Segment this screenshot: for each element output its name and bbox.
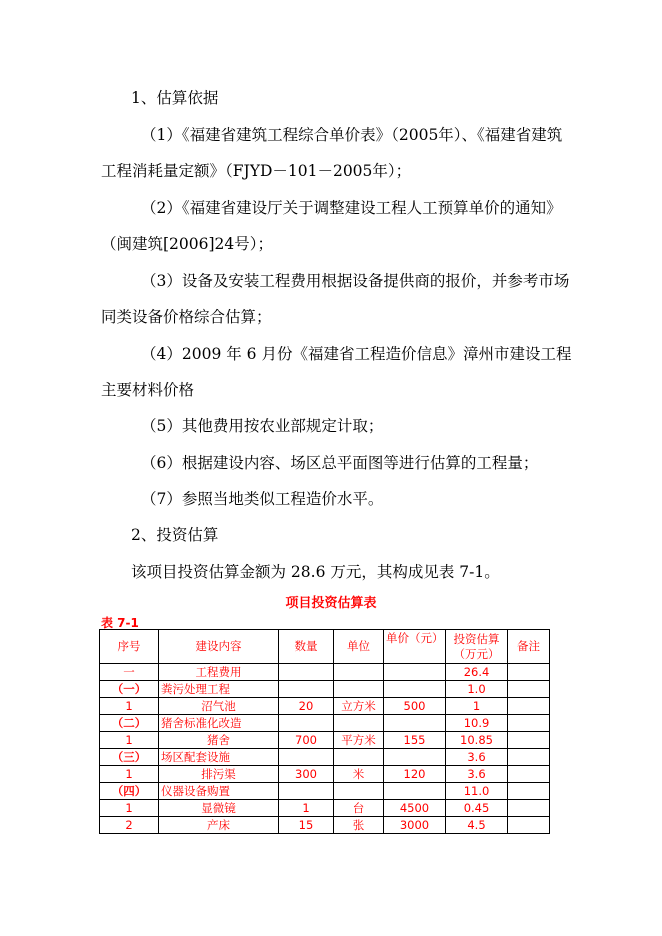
basis-item-6: （6）根据建设内容、场区总平面图等进行估算的工程量； bbox=[141, 454, 539, 472]
cell-no: 1 bbox=[100, 766, 159, 783]
cell-content: 猪舍 bbox=[159, 732, 279, 749]
cell-quantity bbox=[279, 681, 334, 698]
table-row bbox=[100, 817, 550, 834]
cell-total: 26.4 bbox=[446, 664, 508, 681]
cell-quantity bbox=[279, 783, 334, 800]
cell-unit bbox=[334, 749, 384, 766]
cell-price: 120 bbox=[384, 766, 446, 783]
table-row bbox=[100, 783, 550, 800]
header-investment: 投资估算（万元） bbox=[446, 630, 508, 664]
basis-item-4-line1: （4）2009 年 6 月份《福建省工程造价信息》漳州市建设工程 bbox=[141, 345, 572, 363]
cell-quantity: 1 bbox=[279, 800, 334, 817]
basis-item-2-line1: （2）《福建省建设厅关于调整建设工程人工预算单价的通知》 bbox=[141, 199, 562, 217]
table-row bbox=[100, 766, 550, 783]
cell-price bbox=[384, 664, 446, 681]
cell-content: 猪舍标准化改造 bbox=[159, 715, 279, 732]
cell-quantity: 700 bbox=[279, 732, 334, 749]
cell-content: 沼气池 bbox=[159, 698, 279, 715]
cell-unit: 平方米 bbox=[334, 732, 384, 749]
section-heading-basis: 1、估算依据 bbox=[131, 89, 219, 107]
table-row bbox=[100, 681, 550, 698]
cell-unit bbox=[334, 681, 384, 698]
cell-total: 3.6 bbox=[446, 766, 508, 783]
cell-price: 4500 bbox=[384, 800, 446, 817]
table-row bbox=[100, 749, 550, 766]
cell-note bbox=[508, 817, 550, 834]
basis-item-5: （5）其他费用按农业部规定计取； bbox=[141, 417, 384, 435]
cell-note bbox=[508, 664, 550, 681]
table-header-row bbox=[100, 630, 550, 664]
cell-note bbox=[508, 698, 550, 715]
cell-no: （二） bbox=[100, 715, 159, 732]
investment-summary: 该项目投资估算金额为 28.6 万元，其构成见表 7-1。 bbox=[131, 563, 500, 581]
basis-item-3-line2: 同类设备价格综合估算； bbox=[101, 308, 272, 326]
cell-total: 0.45 bbox=[446, 800, 508, 817]
header-unit-price: 单价（元） bbox=[384, 630, 446, 664]
cell-note bbox=[508, 800, 550, 817]
cell-unit: 台 bbox=[334, 800, 384, 817]
basis-item-4-line2: 主要材料价格 bbox=[101, 381, 195, 399]
cell-note bbox=[508, 681, 550, 698]
table-row bbox=[100, 715, 550, 732]
cell-content: 粪污处理工程 bbox=[159, 681, 279, 698]
basis-item-2-line2: （闽建筑[2006]24号）； bbox=[101, 235, 274, 253]
cell-quantity: 20 bbox=[279, 698, 334, 715]
cell-content: 工程费用 bbox=[159, 664, 279, 681]
cell-total: 10.9 bbox=[446, 715, 508, 732]
cell-quantity: 15 bbox=[279, 817, 334, 834]
cell-total: 1.0 bbox=[446, 681, 508, 698]
cell-no: （一） bbox=[100, 681, 159, 698]
table-label: 表 7-1 bbox=[101, 616, 139, 630]
cell-quantity: 300 bbox=[279, 766, 334, 783]
cell-content: 排污渠 bbox=[159, 766, 279, 783]
cell-note bbox=[508, 783, 550, 800]
cell-quantity bbox=[279, 749, 334, 766]
header-unit: 单位 bbox=[334, 630, 384, 664]
table-row bbox=[100, 800, 550, 817]
cell-unit: 立方米 bbox=[334, 698, 384, 715]
table-caption: 项目投资估算表 bbox=[285, 596, 377, 611]
cell-unit bbox=[334, 715, 384, 732]
basis-item-1-line1: （1）《福建省建筑工程综合单价表》（2005年）、《福建省建筑 bbox=[141, 126, 563, 144]
cell-total: 10.85 bbox=[446, 732, 508, 749]
cell-price: 3000 bbox=[384, 817, 446, 834]
basis-item-3-line1: （3）设备及安装工程费用根据设备提供商的报价，并参考市场 bbox=[141, 272, 570, 290]
cell-no: 1 bbox=[100, 732, 159, 749]
cell-unit: 张 bbox=[334, 817, 384, 834]
cell-no: 1 bbox=[100, 698, 159, 715]
cell-total: 1 bbox=[446, 698, 508, 715]
cell-unit: 米 bbox=[334, 766, 384, 783]
cell-price bbox=[384, 783, 446, 800]
cell-unit bbox=[334, 783, 384, 800]
cell-total: 11.0 bbox=[446, 783, 508, 800]
table-row bbox=[100, 732, 550, 749]
cell-no: 一 bbox=[100, 664, 159, 681]
cell-note bbox=[508, 766, 550, 783]
cell-no: 1 bbox=[100, 800, 159, 817]
cell-note bbox=[508, 749, 550, 766]
cell-note bbox=[508, 732, 550, 749]
cell-price bbox=[384, 681, 446, 698]
cell-note bbox=[508, 715, 550, 732]
section-heading-investment: 2、投资估算 bbox=[131, 526, 219, 544]
header-content: 建设内容 bbox=[159, 630, 279, 664]
cell-total: 4.5 bbox=[446, 817, 508, 834]
cell-total: 3.6 bbox=[446, 749, 508, 766]
cell-quantity bbox=[279, 715, 334, 732]
cell-content: 场区配套设施 bbox=[159, 749, 279, 766]
table-row bbox=[100, 698, 550, 715]
basis-item-1-line2: 工程消耗量定额》（FJYD－101－2005年）； bbox=[101, 162, 412, 180]
cell-price bbox=[384, 715, 446, 732]
cell-content: 产床 bbox=[159, 817, 279, 834]
cell-price: 500 bbox=[384, 698, 446, 715]
cell-price: 155 bbox=[384, 732, 446, 749]
cell-no: （四） bbox=[100, 783, 159, 800]
cell-content: 仪器设备购置 bbox=[159, 783, 279, 800]
cell-no: 2 bbox=[100, 817, 159, 834]
investment-table bbox=[99, 629, 550, 834]
cell-no: （三） bbox=[100, 749, 159, 766]
header-note: 备注 bbox=[508, 630, 550, 664]
cell-price bbox=[384, 749, 446, 766]
cell-unit bbox=[334, 664, 384, 681]
table-row bbox=[100, 664, 550, 681]
cell-quantity bbox=[279, 664, 334, 681]
basis-item-7: （7）参照当地类似工程造价水平。 bbox=[141, 490, 384, 508]
header-quantity: 数量 bbox=[279, 630, 334, 664]
header-no: 序号 bbox=[100, 630, 159, 664]
cell-content: 显微镜 bbox=[159, 800, 279, 817]
